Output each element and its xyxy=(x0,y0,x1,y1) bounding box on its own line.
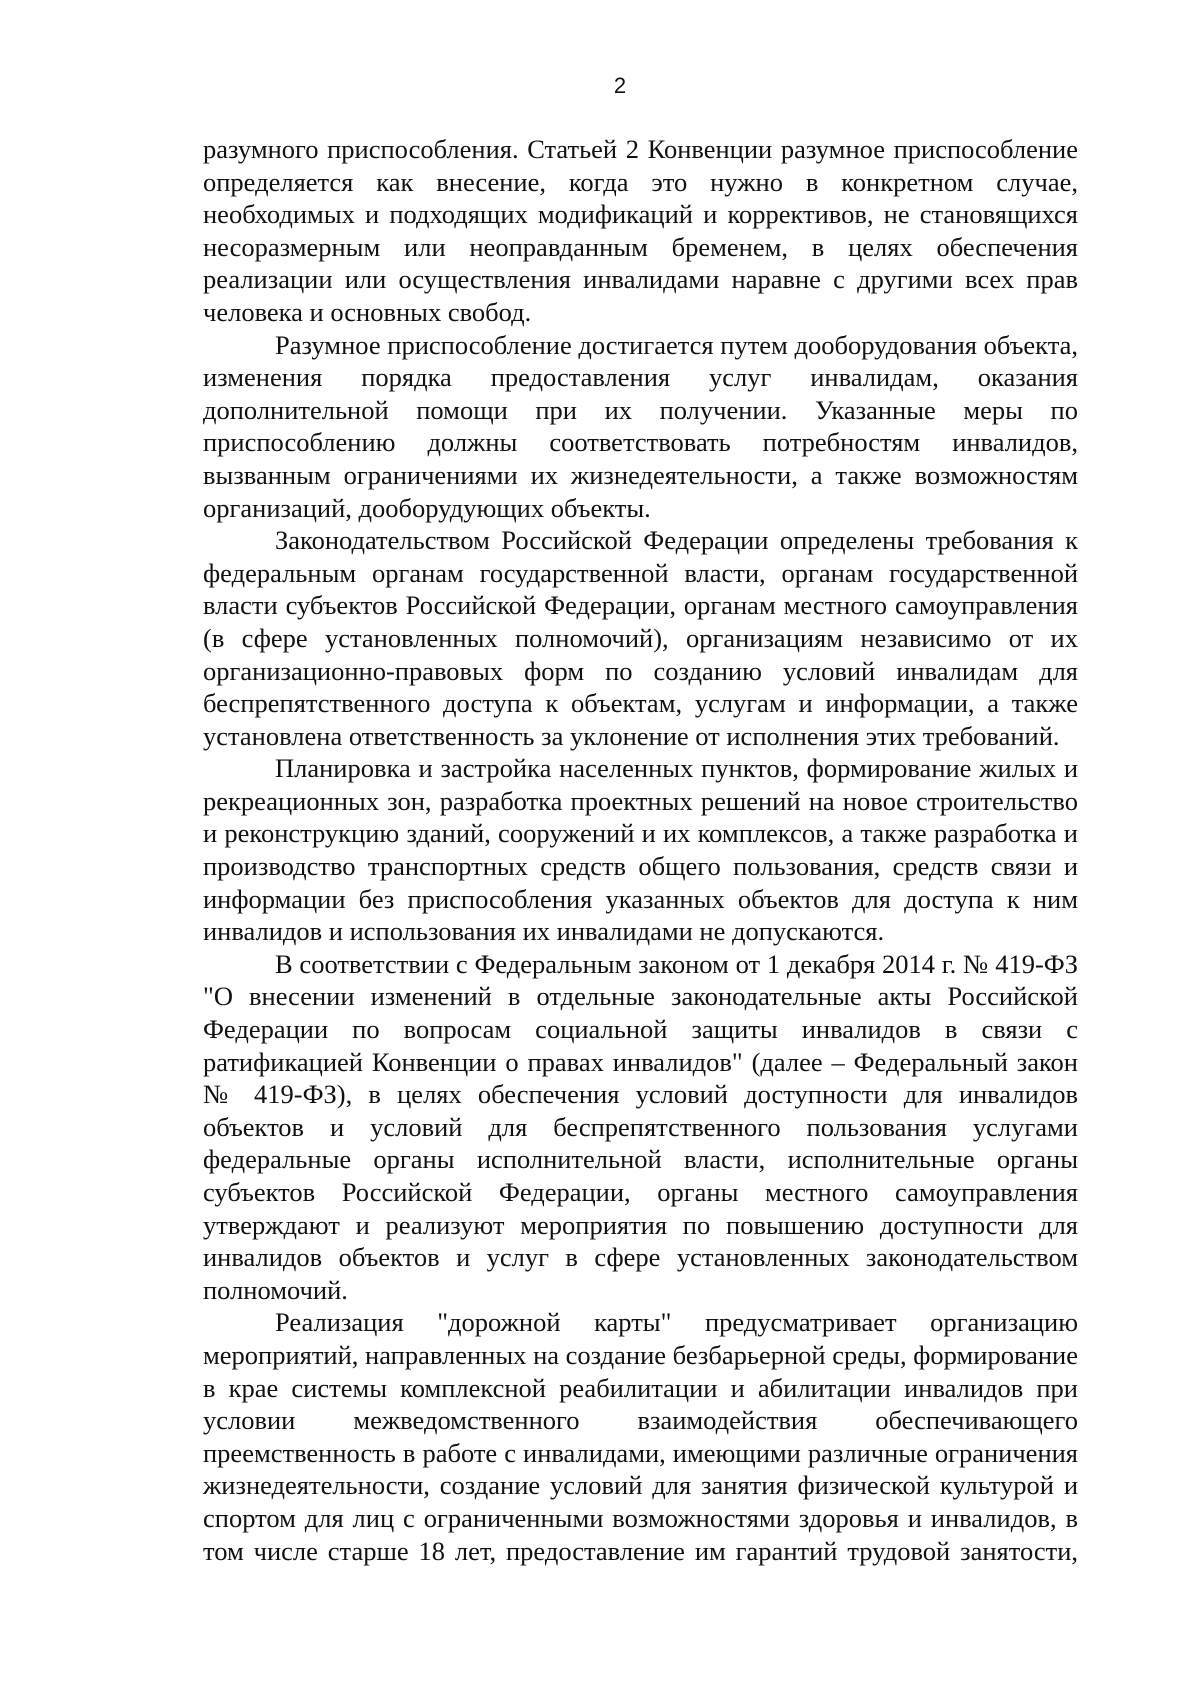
paragraph: Планировка и застройка населенных пунктов, формирование жилых и рекреационных зон, разработка проектных решений на новое строительство и реконструкцию зданий, сооружений и их комплексов, а также разработка и производство транспортных средств общего пользования, средств связи и информации без приспособления указанных объектов для доступа к ним инвалидов и использования их инвалидами не допускаются. xyxy=(203,753,1078,947)
paragraph: Законодательством Российской Федерации определены требования к федеральным органам государственной власти, органам государственной власти субъектов Российской Федерации, органам местного самоуправления (в сфере установленных полномочий), организациям независимо от их организационно-правовых форм по созданию условий инвалидам для беспрепятственного доступа к объектам, услугам и информации, а также установлена ответственность за уклонение от исполнения этих требований. xyxy=(203,525,1078,751)
paragraph: разумного приспособления. Статьей 2 Конвенции разумное приспособление определяется как внесение, когда это нужно в конкретном случае, необходимых и подходящих модификаций и коррективов, не становящихся несоразмерным или неоправданным бременем, в целях обеспечения реализации или осуществления инвалидами наравне с другими всех прав человека и основных свобод. xyxy=(203,134,1078,327)
document-body xyxy=(203,133,1078,1567)
paragraph: В соответствии с Федеральным законом от 1 декабря 2014 г. № 419-ФЗ "О внесении изменений в отдельные законодательные акты Российской Федерации по вопросам социальной защиты инвалидов в связи с ратификацией Конвенции о правах инвалидов" (далее – Федеральный закон № 419-ФЗ), в целях обеспечения условий доступности для инвалидов объектов и условий для беспрепятственного пользования услугами федеральные органы исполнительной власти, исполнительные органы субъектов Российской Федерации, органы местного самоуправления утверждают и реализуют мероприятия по повышению доступности для инвалидов объектов и услуг в сфере установленных законодательством полномочий. xyxy=(203,948,1078,1305)
page-number: 2 xyxy=(613,73,627,98)
paragraph: Разумное приспособление достигается путем дооборудования объекта, изменения порядка предоставления услуг инвалидам, оказания дополнительной помощи при их получении. Указанные меры по приспособлению должны соответствовать потребностям инвалидов, вызванным ограничениями их жизнедеятельности, а также возможностям организаций, дооборудующих объекты. xyxy=(203,329,1078,523)
paragraph: Реализация "дорожной карты" предусматривает организацию мероприятий, направленных на создание безбарьерной среды, формирование в крае системы комплексной реабилитации и абилитации инвалидов при условии межведомственного взаимодействия обеспечивающего преемственность в работе с инвалидами, имеющими различные ограничения жизнедеятельности, создание условий для занятия физической культурой и спортом для лиц с ограниченными возможностями здоровья и инвалидов, в том числе старше 18 лет, предоставление им гарантий трудовой занятости, xyxy=(203,1307,1078,1566)
